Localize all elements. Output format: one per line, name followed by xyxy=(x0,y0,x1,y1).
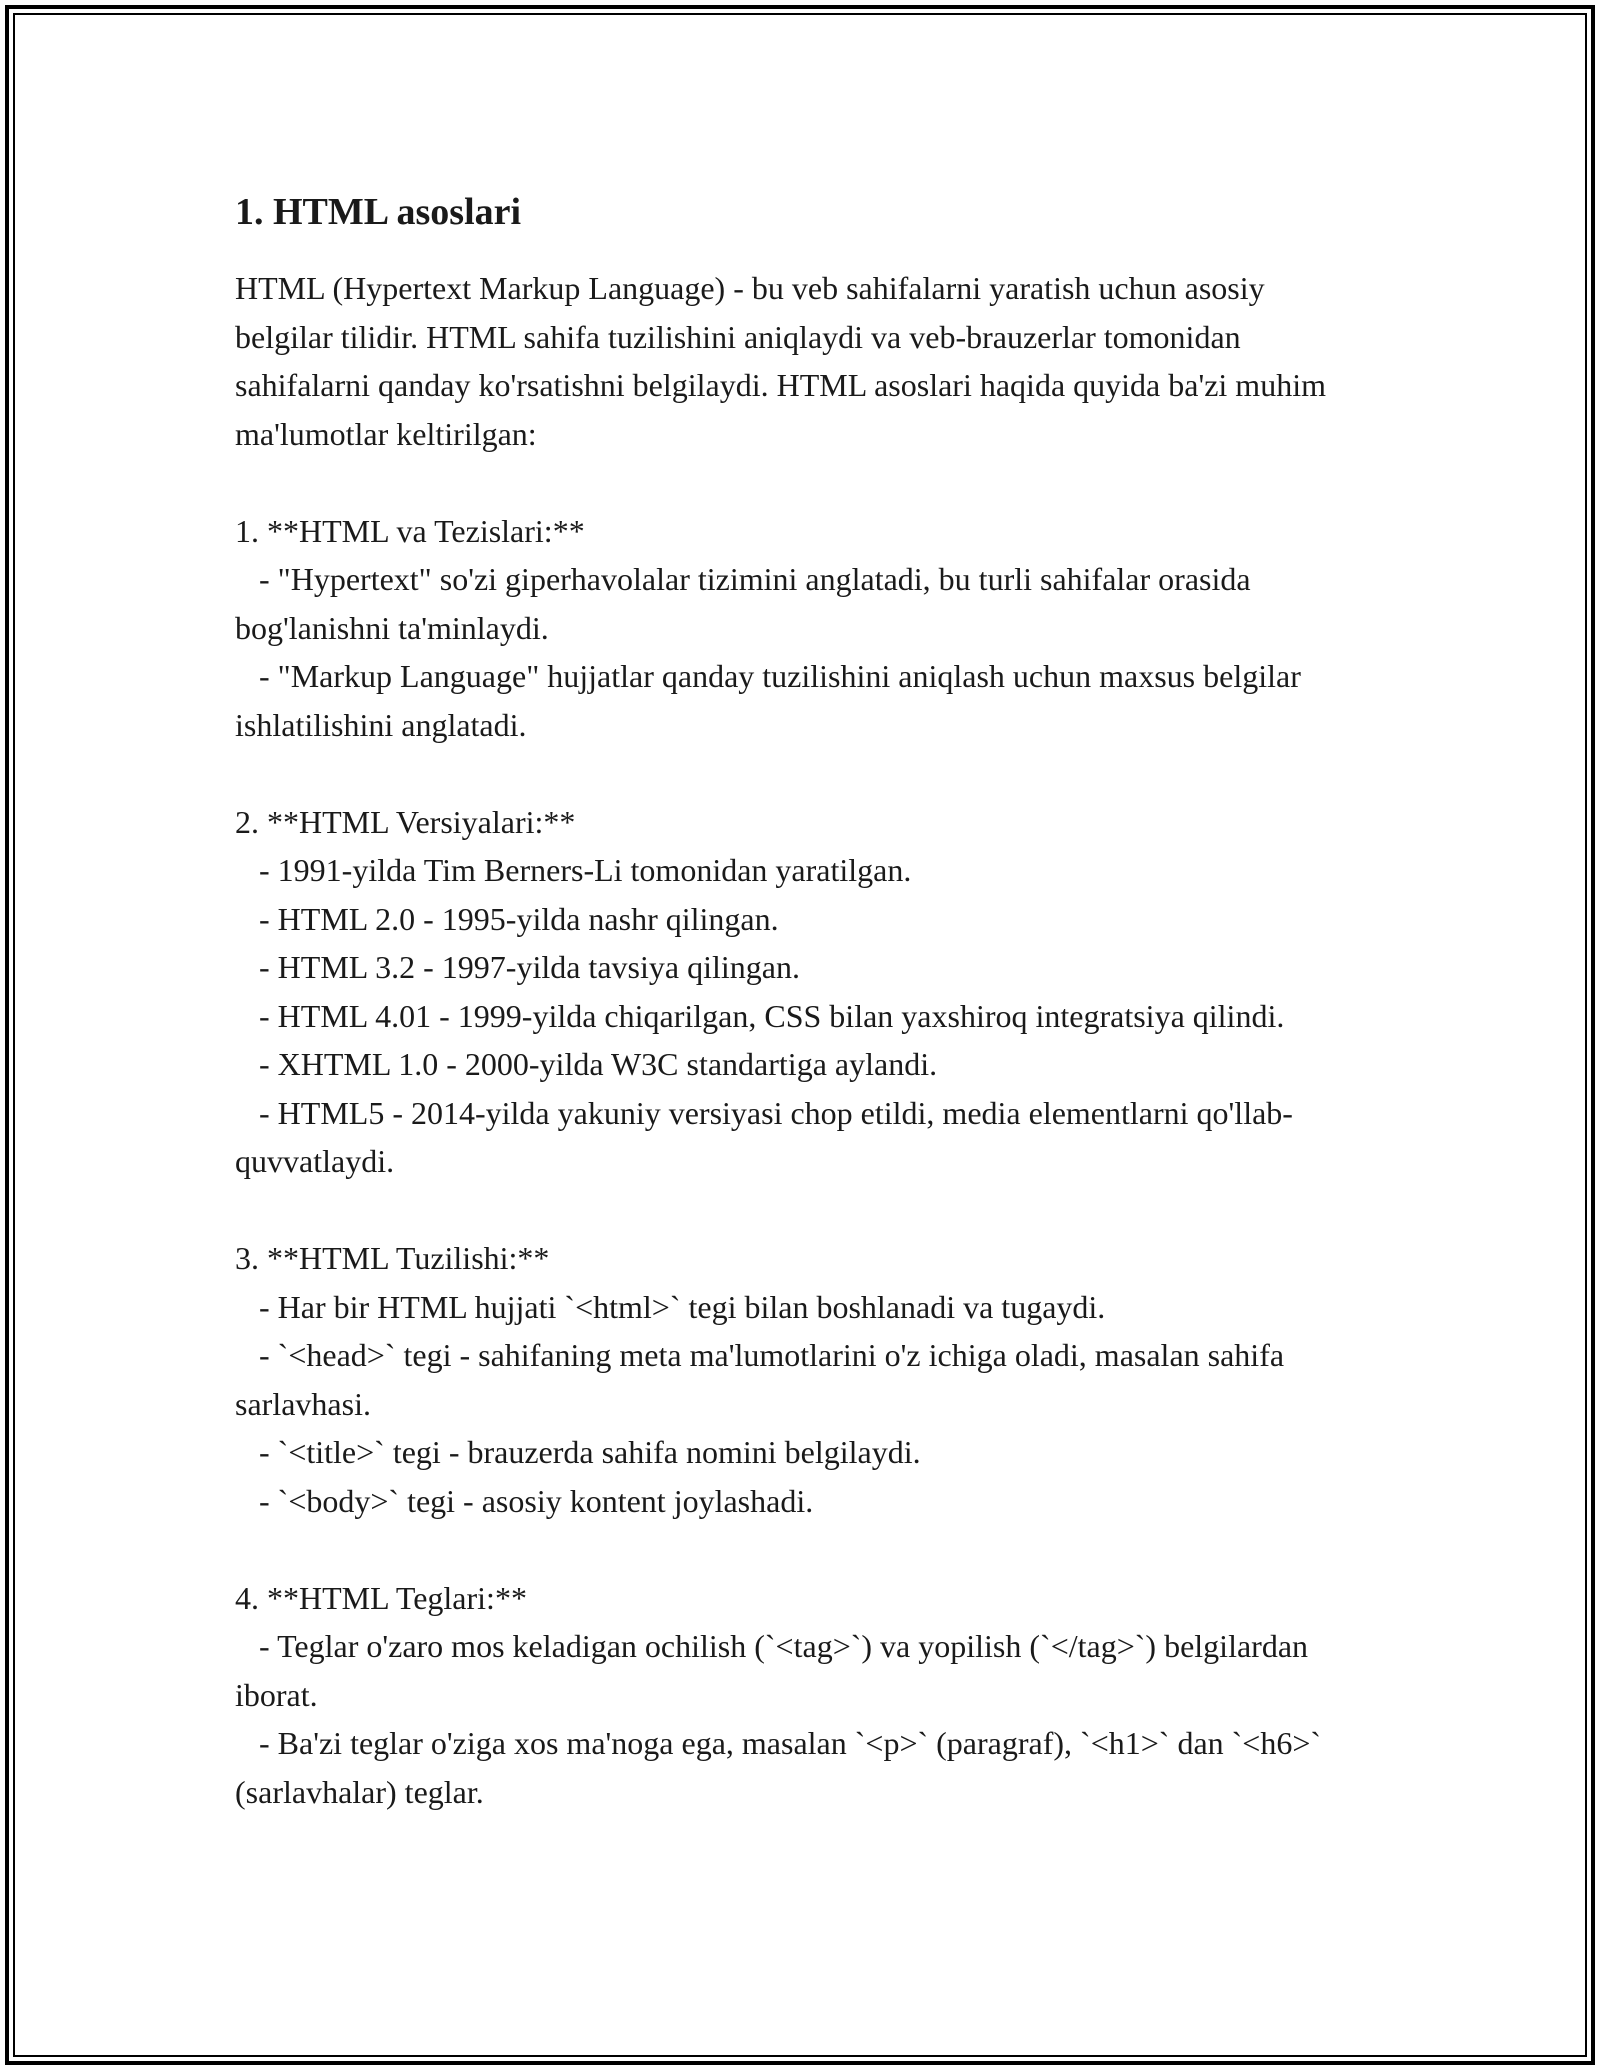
section-4 xyxy=(235,1574,1365,1817)
list-item: - `<body>` tegi - asosiy kontent joylashadi. xyxy=(235,1482,814,1519)
list-item: - 1991-yilda Tim Berners-Li tomonidan yaratilgan. xyxy=(235,852,912,888)
section-1 xyxy=(235,507,1365,750)
list-item: - Ba'zi teglar o'ziga xos ma'noga ega, masalan `<p>` (paragraf), `<h1>` dan `<h6>` (sarlavhalar) teglar. xyxy=(235,1725,1330,1810)
section-heading: 3. **HTML Tuzilishi:** xyxy=(235,1240,550,1276)
section-3 xyxy=(235,1234,1365,1525)
list-item: - Teglar o'zaro mos keladigan ochilish (`<tag>`) va yopilish (`</tag>`) belgilardan iborat. xyxy=(235,1628,1317,1713)
list-item: - HTML 2.0 - 1995-yilda nashr qilingan. xyxy=(235,900,779,937)
spacer xyxy=(235,458,1365,507)
document-title: 1. HTML asoslari xyxy=(235,191,522,233)
document-body xyxy=(235,186,1365,1816)
list-item: - HTML 4.01 - 1999-yilda chiqarilgan, CSS bilan yaxshiroq integratsiya qilindi. xyxy=(235,997,1285,1034)
section-2 xyxy=(235,798,1365,1186)
section-heading: 1. **HTML va Tezislari:** xyxy=(235,512,585,549)
list-item: - "Hypertext" so'zi giperhavolalar tizimini anglatadi, bu turli sahifalar orasida bog'lanishni ta'minlaydi. xyxy=(235,561,1259,646)
list-item: - "Markup Language" hujjatlar qanday tuzilishini aniqlash uchun maxsus belgilar ishlatilishini anglatadi. xyxy=(235,658,1309,743)
spacer xyxy=(235,1186,1365,1235)
list-item: - HTML 3.2 - 1997-yilda tavsiya qilingan. xyxy=(235,949,800,985)
list-item: - `<title>` tegi - brauzerda sahifa nomini belgilaydi. xyxy=(235,1434,921,1470)
list-item: - Har bir HTML hujjati `<html>` tegi bilan boshlanadi va tugaydi. xyxy=(235,1288,1106,1325)
intro-paragraph: HTML (Hypertext Markup Language) - bu veb sahifalarni yaratish uchun asosiy belgilar tilidir. HTML sahifa tuzilishini aniqlaydi va veb-brauzerlar tomonidan sahifalarni qanday ko'rsatishni belgilaydi. HTML asoslari haqida quyida ba'zi muhim ma'lumotlar keltirilgan: xyxy=(235,270,1334,452)
list-item: - HTML5 - 2014-yilda yakuniy versiyasi chop etildi, media elementlarni qo'llab-quvvatlaydi. xyxy=(235,1094,1293,1179)
section-heading: 4. **HTML Teglari:** xyxy=(235,1579,527,1616)
spacer xyxy=(235,1525,1365,1574)
list-item: - XHTML 1.0 - 2000-yilda W3C standartiga aylandi. xyxy=(235,1046,938,1082)
section-heading: 2. **HTML Versiyalari:** xyxy=(235,803,576,840)
list-item: - `<head>` tegi - sahifaning meta ma'lumotlarini o'z ichiga oladi, masalan sahifa sarlavhasi. xyxy=(235,1337,1293,1422)
spacer xyxy=(235,749,1365,798)
